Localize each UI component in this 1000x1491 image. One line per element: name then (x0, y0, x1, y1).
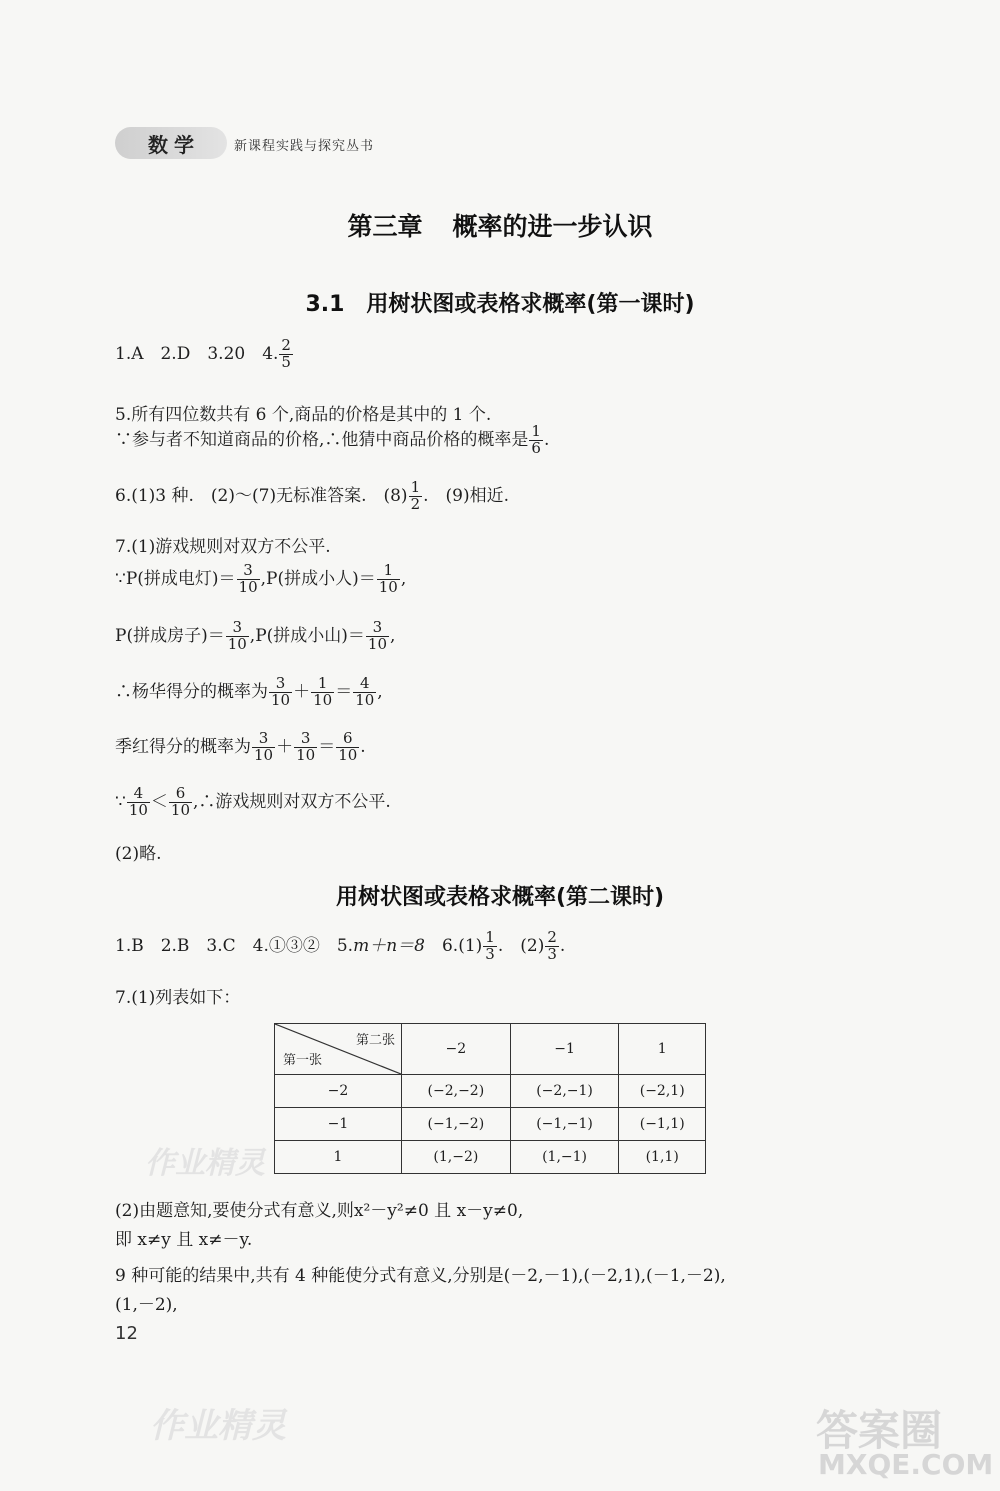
table-cell: (−1,−1) (510, 1108, 619, 1141)
table-row (275, 1141, 706, 1174)
watermark-text: 作业精灵 (145, 1146, 265, 1181)
fraction: $\frac{2}{5}$ (281, 336, 291, 371)
table-corner-cell: 第二张 第一张 (275, 1024, 402, 1075)
answer-line-p-house-hill: P(拼成房子)＝ $\frac{3}{10}$ ,P(拼成小山)＝ $\frac{3}{10}$ , (115, 618, 396, 653)
table-cell: (−1,−2) (402, 1108, 511, 1141)
table-row-header: 1 (275, 1141, 402, 1174)
fraction: $\frac{1}{2}$ (410, 478, 421, 513)
answer-line-q1-4: 1.A 2.D 3.20 4. $\frac{2}{5}$ (115, 336, 291, 371)
table-cell: (1,1) (619, 1141, 706, 1174)
section2-title: 用树状图或表格求概率(第二课时) (335, 885, 665, 910)
answer-line-q7a: 7.(1)游戏规则对双方不公平. (115, 537, 331, 557)
answer-line-q7b: (2)略. (115, 844, 162, 864)
watermark-logo: 答案圈 (816, 1406, 943, 1455)
answer-line-q7d: 9 种可能的结果中,共有 4 种能使分式有意义,分别是(－2,－1),(－2,1),(－1,－2), (115, 1266, 726, 1286)
fraction: $\frac{1}{6}$ (531, 422, 541, 457)
answer-line-q5b: ∵参与者不知道商品的价格,∴他猜中商品价格的概率是 $\frac{1}{6}$ . (115, 422, 550, 457)
answer-line-q7e: (1,－2), (115, 1295, 178, 1315)
table-cell: (1,−2) (402, 1141, 511, 1174)
answer-line-conclude: ∵ $\frac{4}{10}$ ＜ $\frac{6}{10}$ ,∴游戏规则对双方不公平. (115, 784, 391, 819)
answer-line-q7b2: (2)由题意知,要使分式有意义,则x²－y²≠0 且 x－y≠0, (115, 1201, 524, 1221)
section1-title: 3.1 用树状图或表格求概率(第一课时) (305, 292, 695, 317)
answer-line-yang: ∴杨华得分的概率为 $\frac{3}{10}$ ＋ $\frac{1}{10}$ ＝ $\frac{4}{10}$ , (115, 674, 383, 709)
table-row (275, 1075, 706, 1108)
answer-line-q7c: 即 x≠y 且 x≠－y. (115, 1230, 253, 1250)
table-row-header: −2 (275, 1075, 402, 1108)
table-col-header: −2 (402, 1024, 511, 1075)
table-cell: (1,−1) (510, 1141, 619, 1174)
table-cell: (−2,−1) (510, 1075, 619, 1108)
table-cell: (−1,1) (619, 1108, 706, 1141)
table-cell: (−2,1) (619, 1075, 706, 1108)
outcome-table (274, 1023, 706, 1174)
answer-line-q6: 6.(1)3 种. (2)～(7)无标准答案. (8) $\frac{1}{2}$ . (9)相近. (115, 478, 510, 513)
answer-line-q7-list: 7.(1)列表如下： (115, 988, 241, 1008)
answer-line-ji: 季红得分的概率为 $\frac{3}{10}$ ＋ $\frac{3}{10}$ ＝ $\frac{6}{10}$ . (115, 729, 366, 764)
page-number: 12 (115, 1323, 138, 1344)
answer-line-q1-6: 1.B 2.B 3.C 4.①③② 5.m＋n＝8 6.(1) $\frac{1}{3}$ . (2) $\frac{2}{3}$ . (115, 928, 566, 963)
table-row (275, 1108, 706, 1141)
table-row-header: −1 (275, 1108, 402, 1141)
table-col-header: 1 (619, 1024, 706, 1075)
header-subject: 数学 (148, 133, 200, 157)
chapter-title (0, 207, 1000, 243)
watermark-text-bottom: 作业精灵 (150, 1406, 286, 1446)
answer-line-p-lamp-person: ∵P(拼成电灯)＝ $\frac{3}{10}$ ,P(拼成小人)＝ $\frac{1}{10}$ , (115, 561, 407, 596)
watermark-url: MXQE.COM (818, 1448, 994, 1481)
answer-line-q5a: 5.所有四位数共有 6 个,商品的价格是其中的 1 个. (115, 405, 492, 425)
chapter-number: 第三章 (347, 212, 423, 241)
table-col-header: −1 (510, 1024, 619, 1075)
table-cell: (−2,−2) (402, 1075, 511, 1108)
chapter-name: 概率的进一步认识 (452, 212, 653, 241)
header-series: 新课程实践与探究丛书 (234, 139, 375, 154)
table-header-row (275, 1024, 706, 1075)
